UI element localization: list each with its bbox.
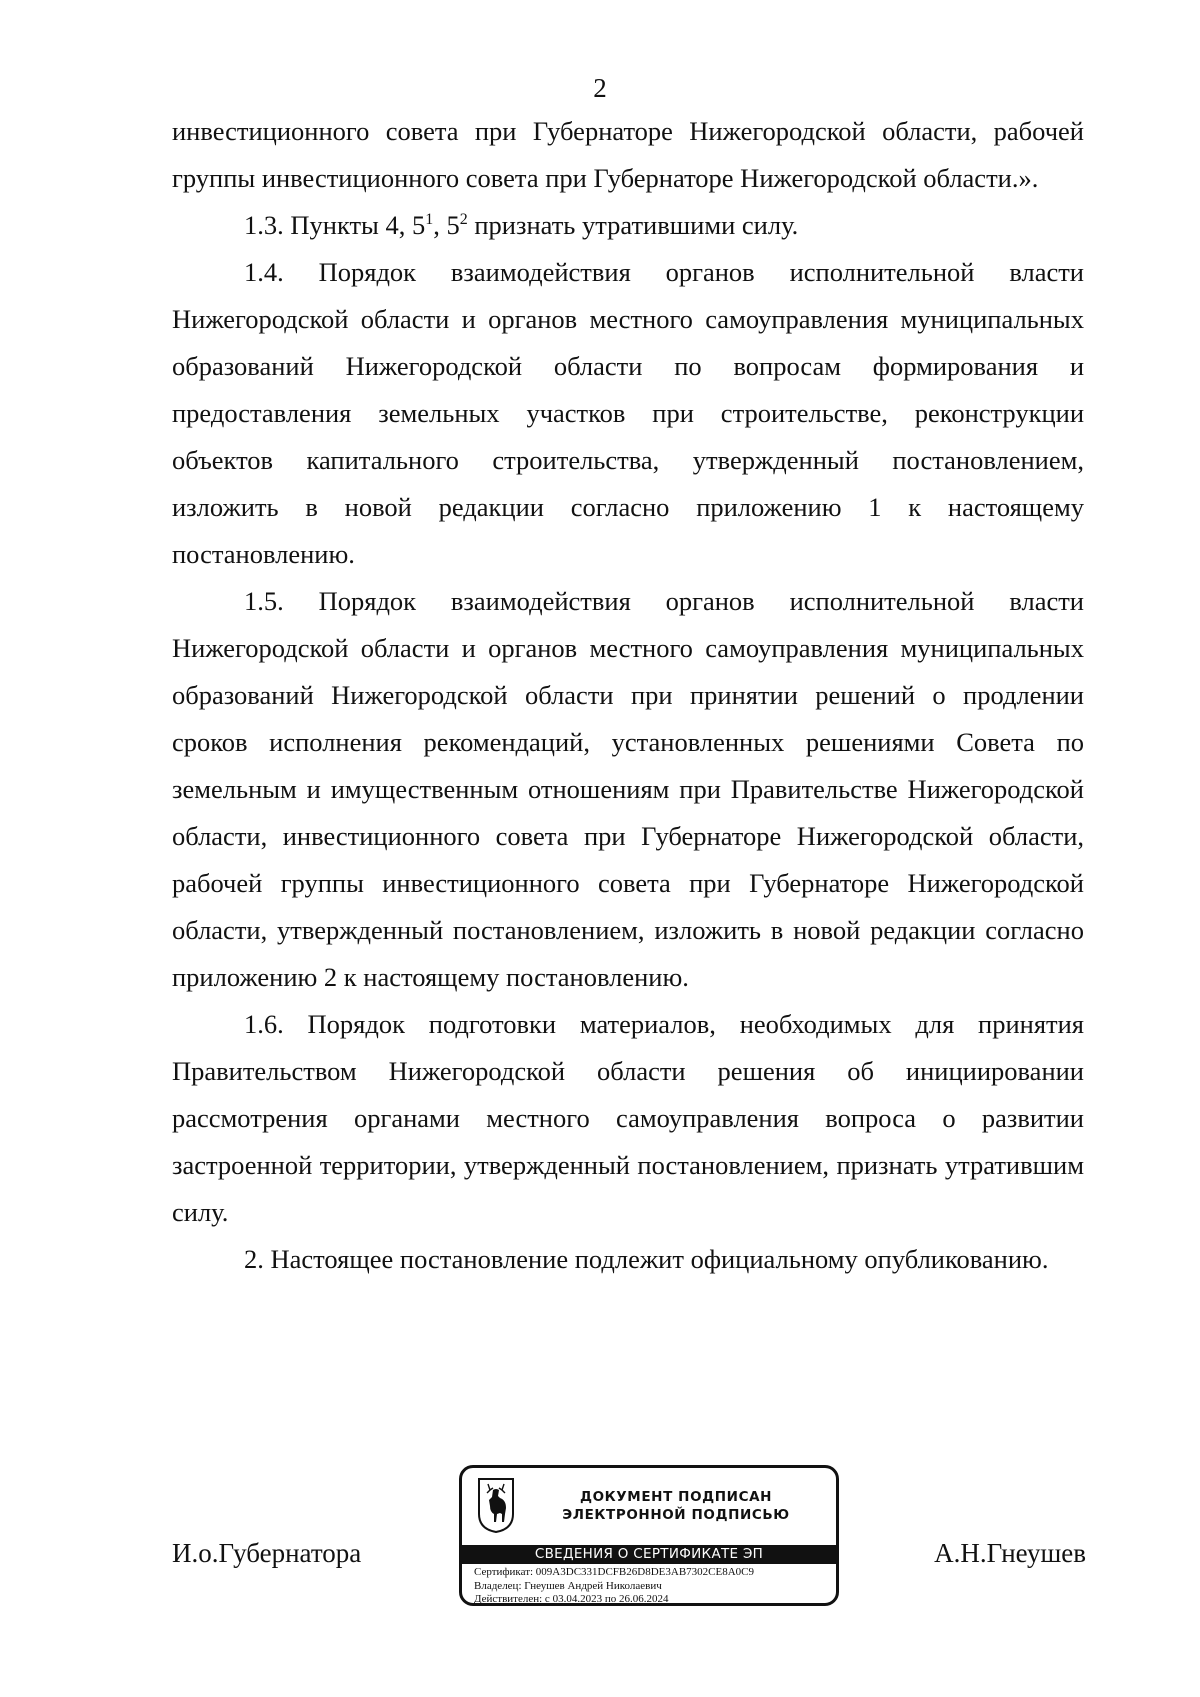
paragraph-continuation: инвестиционного совета при Губернаторе Нижегородской области, рабочей группы инвестиционного совета при Губернаторе Нижегородской области.». <box>172 116 1084 193</box>
stamp-certificate-bar: СВЕДЕНИЯ О СЕРТИФИКАТЕ ЭП <box>462 1545 836 1564</box>
paragraph-1-3-text-c: признать утратившими силу. <box>467 210 799 240</box>
signer-title: И.о.Губернатора <box>172 1538 362 1568</box>
stamp-certificate-number: Сертификат: 009A3DC331DCFB26D8DE3AB7302CE8A0C9 <box>474 1566 754 1578</box>
page-number: 2 <box>593 73 607 103</box>
paragraph-2: 2. Настоящее постановление подлежит официальному опубликованию. <box>244 1244 1049 1274</box>
stamp-heading-line2: ЭЛЕКТРОННОЙ ПОДПИСЬЮ <box>562 1507 790 1523</box>
stamp-certificate-details <box>462 1564 836 1606</box>
superscript-2: 2 <box>459 211 468 228</box>
superscript-1: 1 <box>425 211 434 228</box>
paragraph-1-3-text-a: 1.3. Пункты 4, 5 <box>244 210 426 240</box>
stamp-heading <box>522 1488 830 1524</box>
paragraph-1-3 <box>172 202 1084 249</box>
signer-name: А.Н.Гнеушев <box>934 1538 1086 1568</box>
electronic-signature-stamp <box>459 1465 839 1606</box>
stamp-validity: Действителен: с 03.04.2023 по 26.06.2024 <box>474 1593 669 1605</box>
paragraph-1-5: 1.5. Порядок взаимодействия органов исполнительной власти Нижегородской области и органов местного самоуправления муниципальных образований Нижегородской области при принятии решений о продлении сроков исполнения рекомендаций, установленных решениями Совета по земельным и имущественным отношениям при Правительстве Нижегородской области, инвестиционного совета при Губернаторе Нижегородской области, рабочей группы инвестиционного совета при Губернаторе Нижегородской области, утвержденный постановлением, изложить в новой редакции согласно приложению 2 к настоящему постановлению. <box>172 586 1084 992</box>
paragraph-1-6: 1.6. Порядок подготовки материалов, необходимых для принятия Правительством Нижегородской области решения об инициировании рассмотрения органами местного самоуправления вопроса о развитии застроенной территории, утвержденный постановлением, признать утратившим силу. <box>172 1009 1084 1227</box>
document-body <box>172 108 1084 1283</box>
stamp-header <box>462 1468 836 1545</box>
deer-coat-of-arms-icon <box>476 1476 516 1534</box>
paragraph-1-4: 1.4. Порядок взаимодействия органов исполнительной власти Нижегородской области и органов местного самоуправления муниципальных образований Нижегородской области по вопросам формирования и предоставления земельных участков при строительстве, реконструкции объектов капитального строительства, утвержденный постановлением, изложить в новой редакции согласно приложению 1 к настоящему постановлению. <box>172 257 1084 569</box>
paragraph-1-3-text-b: , 5 <box>433 210 460 240</box>
stamp-heading-line1: ДОКУМЕНТ ПОДПИСАН <box>579 1489 773 1505</box>
stamp-owner: Владелец: Гнеушев Андрей Николаевич <box>474 1579 662 1592</box>
